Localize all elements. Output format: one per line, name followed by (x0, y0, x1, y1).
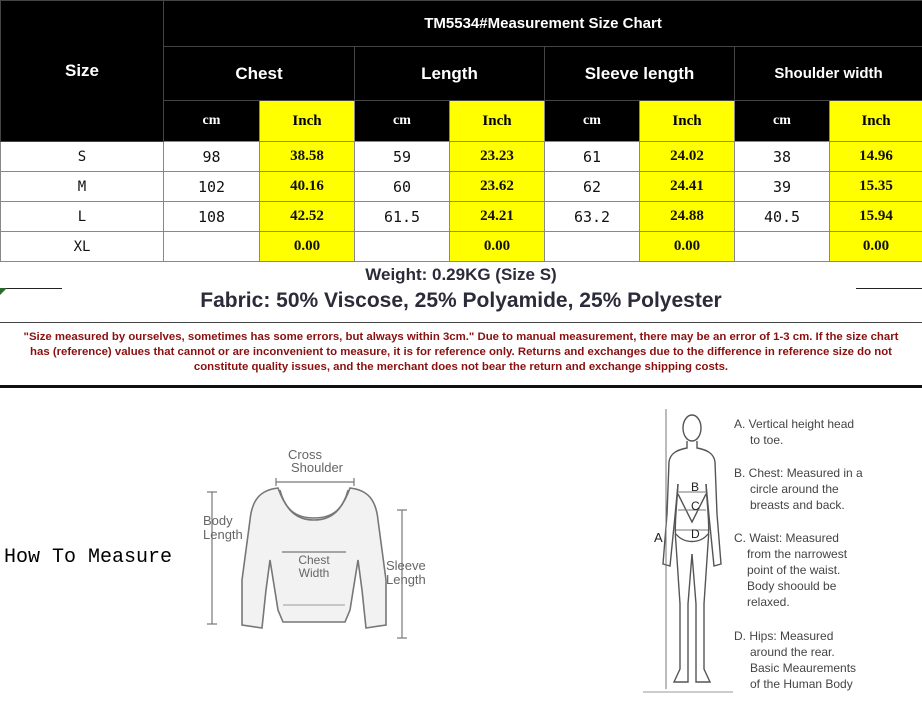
table-row (1, 142, 922, 172)
chest-width-label: Width (298, 566, 330, 580)
letter-a-label: A (654, 530, 663, 545)
unit-inch-length: Inch (450, 101, 545, 142)
leaf-icon (0, 288, 7, 295)
unit-cm-sleeve: cm (545, 101, 640, 142)
body-length-label: Body (203, 513, 233, 528)
unit-inch-sleeve: Inch (640, 101, 735, 142)
cross-shoulder-label: Shoulder (290, 460, 344, 475)
chest-inch-cell: 38.58 (260, 142, 355, 172)
length-header: Length (355, 47, 545, 101)
unit-cm-chest: cm (164, 101, 260, 142)
shoulder-inch-cell: 15.94 (830, 202, 922, 232)
chest-cm-cell (164, 232, 260, 262)
measurement-note-c: C. Waist: Measured from the narrowest point of the waist. Body shoould be relaxed. (734, 531, 848, 609)
chest-inch-cell: 0.00 (260, 232, 355, 262)
disclaimer-text: "Size measured by ourselves, sometimes has some errors, but always within 3cm." Due to manual measurement, there may be an error of 1-3 cm. If the size chart has (reference) values that cannot or are inconvenient to measure, it is for reference only. Returns and exchanges due to the difference in reference size do not constitute quality issues, and the merchant does not bear the return and exchange shipping costs. (23, 331, 899, 373)
measurement-note-d: D. Hips: Measured around the rear. Basic Meaurements of the Human Body (734, 629, 857, 691)
human-body-icon (663, 415, 721, 682)
letter-b-label: B (691, 480, 700, 494)
shoulder-width-header: Shoulder width (735, 47, 922, 101)
cross-shoulder-label: Cross (288, 447, 322, 462)
divider (0, 288, 62, 289)
shoulder-inch-cell: 0.00 (830, 232, 922, 262)
length-inch-cell: 23.62 (450, 172, 545, 202)
sleeve-inch-cell: 24.02 (640, 142, 735, 172)
chest-inch-cell: 40.16 (260, 172, 355, 202)
chest-width-label: Chest (298, 553, 330, 567)
sleeve-cm-cell: 62 (545, 172, 640, 202)
chest-cm-cell: 108 (164, 202, 260, 232)
table-row (1, 232, 922, 262)
length-cm-cell: 60 (355, 172, 450, 202)
sleeve-inch-cell: 0.00 (640, 232, 735, 262)
chest-cm-cell: 102 (164, 172, 260, 202)
sleeve-length-label: Length (386, 572, 426, 587)
measurement-note-a: A. Vertical height head to toe. (734, 417, 855, 447)
shoulder-cm-cell (735, 232, 830, 262)
size-cell: S (1, 142, 164, 172)
size-header: Size (1, 1, 164, 142)
table-row (1, 172, 922, 202)
weight-text: Weight: 0.29KG (Size S) (365, 265, 557, 284)
unit-inch-shoulder: Inch (830, 101, 922, 142)
length-inch-cell: 23.23 (450, 142, 545, 172)
length-inch-cell: 0.00 (450, 232, 545, 262)
body-length-label: Length (203, 527, 243, 542)
divider (0, 322, 922, 323)
sleeve-inch-cell: 24.41 (640, 172, 735, 202)
divider (856, 288, 922, 289)
sleeve-cm-cell: 63.2 (545, 202, 640, 232)
chest-inch-cell: 42.52 (260, 202, 355, 232)
size-cell: XL (1, 232, 164, 262)
unit-inch-chest: Inch (260, 101, 355, 142)
sleeve-cm-cell (545, 232, 640, 262)
chest-cm-cell: 98 (164, 142, 260, 172)
sleeve-length-label: Sleeve (386, 558, 426, 573)
shoulder-cm-cell: 38 (735, 142, 830, 172)
sleeve-length-header: Sleeve length (545, 47, 735, 101)
how-to-measure-title: How To Measure (4, 546, 173, 569)
fabric-text: Fabric: 50% Viscose, 25% Polyamide, 25% Polyester (200, 289, 722, 312)
length-inch-cell: 24.21 (450, 202, 545, 232)
size-cell: L (1, 202, 164, 232)
sweater-diagram (190, 440, 440, 650)
letter-c-label: C (691, 499, 700, 513)
size-chart-table (0, 0, 922, 262)
chest-header: Chest (164, 47, 355, 101)
letter-d-label: D (691, 527, 700, 541)
body-diagram (640, 404, 735, 696)
shoulder-inch-cell: 15.35 (830, 172, 922, 202)
shoulder-cm-cell: 40.5 (735, 202, 830, 232)
shoulder-cm-cell: 39 (735, 172, 830, 202)
chart-title: TM5534#Measurement Size Chart (164, 1, 922, 47)
size-cell: M (1, 172, 164, 202)
length-cm-cell (355, 232, 450, 262)
length-cm-cell: 59 (355, 142, 450, 172)
table-row (1, 202, 922, 232)
measurement-note-b: B. Chest: Measured in a circle around the breasts and back. (734, 466, 863, 512)
unit-cm-length: cm (355, 101, 450, 142)
sleeve-inch-cell: 24.88 (640, 202, 735, 232)
shoulder-inch-cell: 14.96 (830, 142, 922, 172)
unit-cm-shoulder: cm (735, 101, 830, 142)
length-cm-cell: 61.5 (355, 202, 450, 232)
sleeve-cm-cell: 61 (545, 142, 640, 172)
divider (0, 385, 922, 388)
